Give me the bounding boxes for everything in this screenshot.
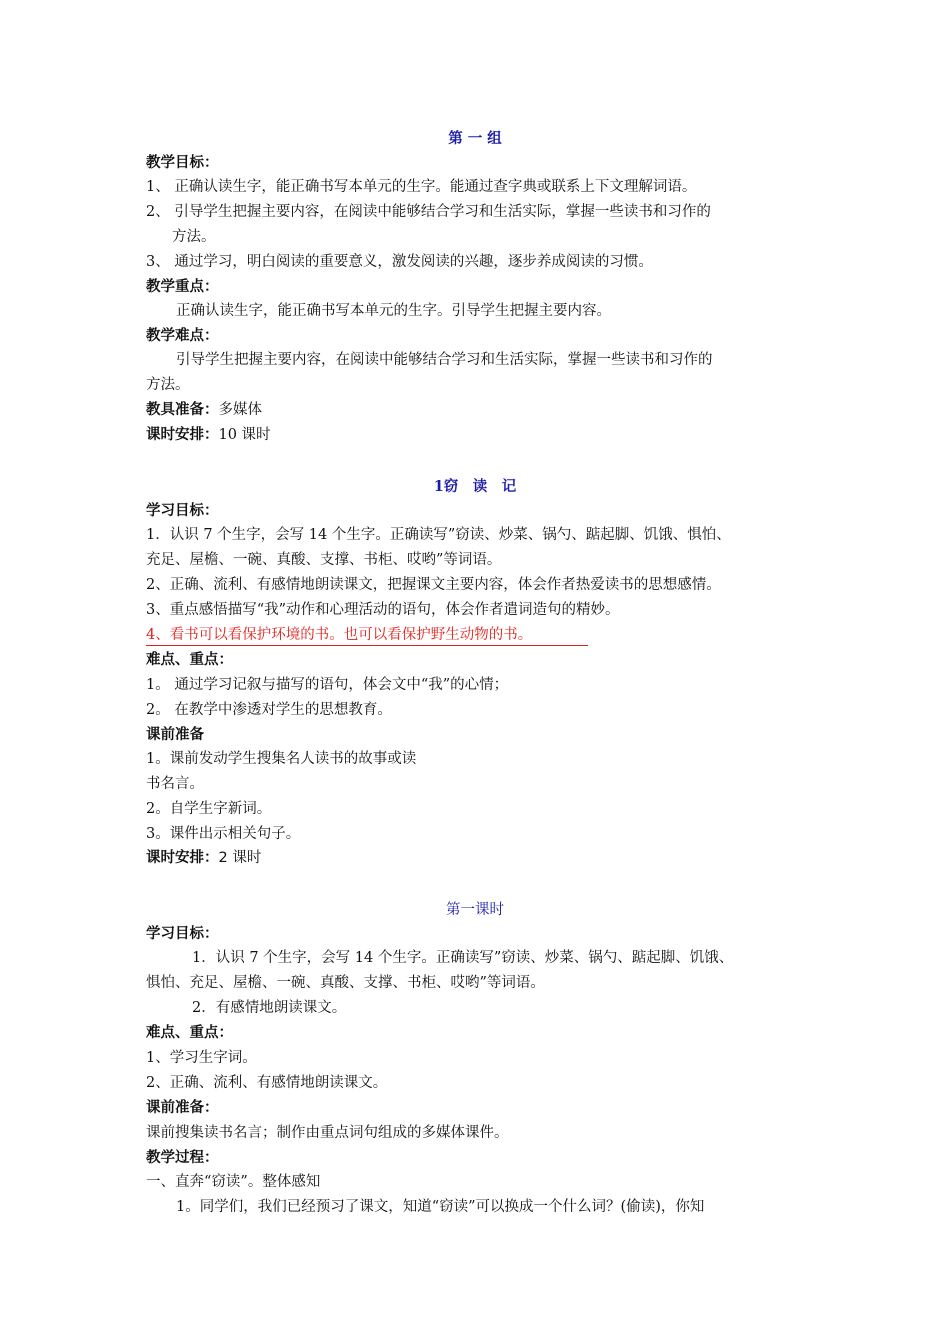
- unit-hours: [146, 424, 826, 446]
- unit-key-label: 教学重点：: [146, 279, 219, 295]
- unit-difficulty-label: 教学难点：: [146, 328, 219, 344]
- lesson-hours: [146, 847, 826, 869]
- unit-difficulty-text-cont: 方法。: [146, 377, 190, 393]
- unit-hours-label: 课时安排：: [146, 427, 219, 443]
- unit-tools-label: 教具准备：: [146, 402, 219, 418]
- period-process-2: 1。同学们，我们已经预习了课文，知道“窃读”可以换成一个什么词？(偷读)，你知: [176, 1199, 705, 1215]
- lesson-prep-1: 1。课前发动学生搜集名人读书的故事或读: [146, 751, 417, 767]
- unit-hours-value: 10 课时: [218, 427, 271, 443]
- unit-goal-3: 3、 通过学习，明白阅读的重要意义，激发阅读的兴趣，逐步养成阅读的习惯。: [146, 254, 653, 270]
- lesson-point-2: 2。 在教学中渗透对学生的思想教育。: [146, 702, 392, 718]
- period-process-1: 一、直奔“窃读”。整体感知: [146, 1174, 321, 1190]
- lesson-goal-2: 2、正确、流利、有感情地朗读课文，把握课文主要内容，体会作者热爱读书的思想感情。: [146, 577, 721, 593]
- unit-goal-1: 1、 正确认读生字，能正确书写本单元的生字。能通过查字典或联系上下文理解词语。: [146, 179, 697, 195]
- unit-tools-value: 多媒体: [218, 402, 262, 418]
- lesson-prep-label: 课前准备: [146, 727, 204, 743]
- lesson-goals-label: 学习目标：: [146, 503, 219, 519]
- lesson-goal-1: 1．认识 7 个生字，会写 14 个生字。正确读写”窃读、炒菜、锅勺、踮起脚、饥饿、惧怕、: [146, 527, 731, 543]
- period-prep-label: 课前准备：: [146, 1100, 219, 1116]
- period-point-2: 2、正确、流利、有感情地朗读课文。: [146, 1075, 388, 1091]
- unit-difficulty-text: 引导学生把握主要内容，在阅读中能够结合学习和生活实际，掌握一些读书和习作的: [176, 352, 713, 368]
- lesson-hours-label: 课时安排：: [146, 850, 219, 866]
- lesson-goal-1-cont: 充足、屋檐、一碗、真酸、支撑、书柜、哎哟”等词语。: [146, 552, 502, 568]
- lesson-hours-value: 2 课时: [218, 850, 262, 866]
- period-title: 第一课时: [446, 902, 504, 918]
- lesson-points-label: 难点、重点：: [146, 652, 233, 668]
- lesson-title: 1窃 读 记: [433, 478, 517, 495]
- lesson-goal-4-highlight: 4、看书可以看保护环境的书。也可以看保护野生动物的书。: [146, 627, 533, 643]
- unit-goal-2-cont: 方法。: [172, 229, 216, 245]
- period-goal-2: 2．有感情地朗读课文。: [192, 1000, 347, 1016]
- unit-goal-2: 2、 引导学生把握主要内容，在阅读中能够结合学习和生活实际，掌握一些读书和习作的: [146, 204, 711, 220]
- period-prep-text: 课前搜集读书名言；制作由重点词句组成的多媒体课件。: [146, 1125, 509, 1141]
- unit-key-text: 正确认读生字，能正确书写本单元的生字。引导学生把握主要内容。: [176, 303, 611, 319]
- lesson-prep-2: 2。自学生字新词。: [146, 801, 272, 817]
- lesson-point-1: 1。 通过学习记叙与描写的语句，体会文中“我”的心情；: [146, 677, 509, 693]
- period-point-1: 1、学习生字词。: [146, 1050, 257, 1066]
- unit-goals-label: 教学目标：: [146, 155, 219, 171]
- period-goal-1: 1．认识 7 个生字，会写 14 个生字。正确读写”窃读、炒菜、锅勺、踮起脚、饥饿、: [192, 950, 734, 966]
- period-goal-1-cont: 惧怕、充足、屋檐、一碗、真酸、支撑、书柜、哎哟”等词语。: [146, 975, 545, 991]
- lesson-prep-3: 3。课件出示相关句子。: [146, 826, 301, 842]
- lesson-goal-3: 3、重点感悟描写“我”动作和心理活动的语句，体会作者遣词造句的精妙。: [146, 602, 620, 618]
- highlight-underline: [146, 645, 588, 646]
- period-goals-label: 学习目标：: [146, 926, 219, 942]
- unit-title: 第 一 组: [448, 130, 502, 147]
- period-points-label: 难点、重点：: [146, 1025, 233, 1041]
- period-process-label: 教学过程：: [146, 1150, 219, 1166]
- lesson-prep-1-cont: 书名言。: [146, 776, 204, 792]
- unit-tools: [146, 399, 826, 421]
